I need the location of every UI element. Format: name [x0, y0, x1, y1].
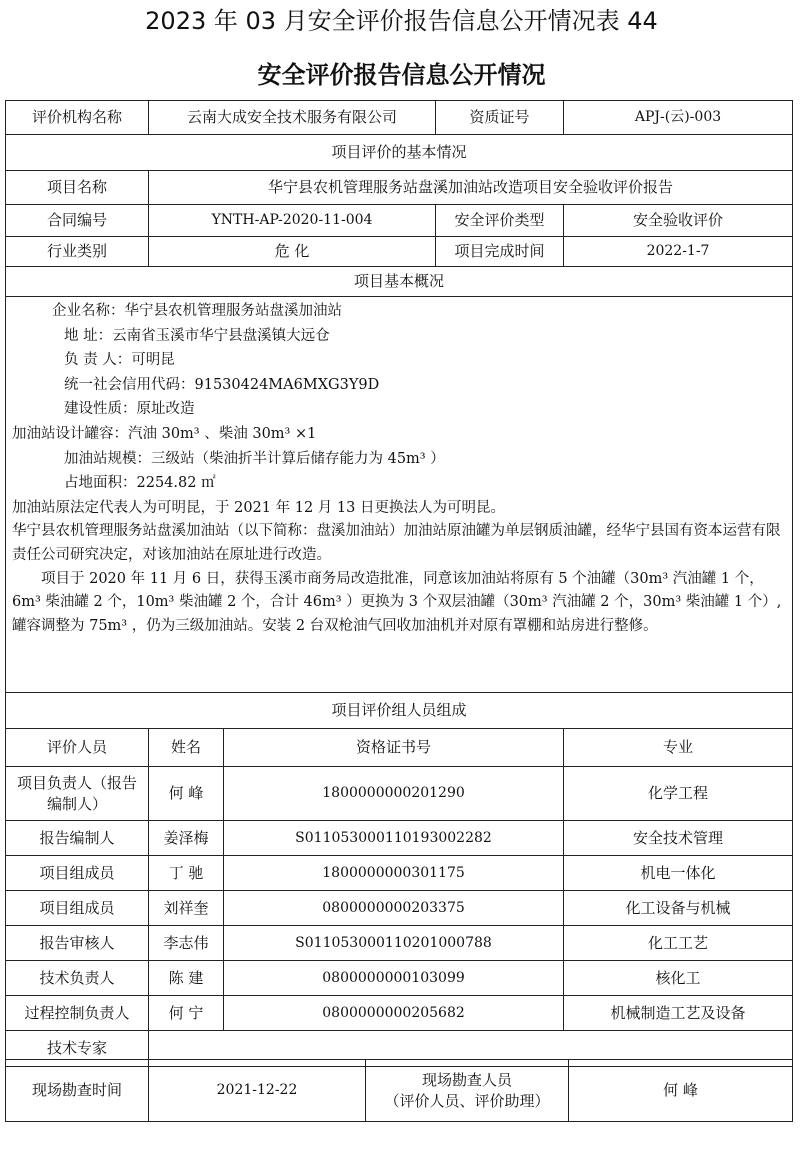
- survey-staff-value: 何 峰: [569, 1060, 793, 1122]
- cert-label: 资质证号: [436, 101, 564, 135]
- survey-staff-label: [366, 1060, 569, 1122]
- team-cert: 1800000000301175: [224, 856, 564, 891]
- table-row: [6, 821, 793, 856]
- contract-label: 合同编号: [6, 205, 149, 237]
- survey-row: [6, 1060, 793, 1122]
- industry-value: 危 化: [149, 237, 436, 267]
- team-role: 过程控制负责人: [6, 996, 149, 1031]
- table-row: [6, 856, 793, 891]
- type-label: 安全评价类型: [436, 205, 564, 237]
- overview-paragraph: 项目于 2020 年 11 月 6 日，获得玉溪市商务局改造批准，同意该加油站将原有 5 个油罐（30m³ 汽油罐 1 个，6m³ 柴油罐 2 个，10m³ 柴油罐 2 个，合计 46m³ ）更换为 3 个双层油罐（30m³ 汽油罐 2 个，30m³ 柴油罐 1 个）,罐容调整为 75m³ ，仍为三级加油站。安装 2 台双枪油气回收加油机并对原有罩棚和站房进行整修。: [12, 570, 782, 634]
- project-name: 华宁县农机管理服务站盘溪加油站改造项目安全验收评价报告: [149, 171, 793, 205]
- org-label: 评价机构名称: [6, 101, 149, 135]
- basic-section-title: 项目评价的基本情况: [6, 135, 793, 171]
- team-major: 机械制造工艺及设备: [564, 996, 793, 1031]
- team-name: 刘祥奎: [149, 891, 224, 926]
- team-role: 项目组成员: [6, 856, 149, 891]
- type-value: 安全验收评价: [564, 205, 793, 237]
- overview-line: 企业名称：华宁县农机管理服务站盘溪加油站: [52, 303, 342, 319]
- team-major: 化学工程: [564, 767, 793, 821]
- team-cert: 1800000000201290: [224, 767, 564, 821]
- overview-paragraph: 华宁县农机管理服务站盘溪加油站（以下简称：盘溪加油站）加油站原油罐为单层钢质油罐，经华宁县国有资本运营有限责任公司研究决定，对该加油站在原址进行改造。: [12, 523, 781, 563]
- team-role: 项目负责人（报告编制人）: [6, 767, 149, 821]
- team-role: 项目组成员: [6, 891, 149, 926]
- team-cert: S011053000110201000788: [224, 926, 564, 961]
- team-role: 技术负责人: [6, 961, 149, 996]
- team-name: 丁 驰: [149, 856, 224, 891]
- overview-line: 统一社会信用代码：91530424MA6MXG3Y9D: [64, 376, 380, 393]
- cert-no: APJ-(云)-003: [564, 101, 793, 135]
- org-name: 云南大成安全技术服务有限公司: [149, 101, 436, 135]
- overview-line: 地 址：云南省玉溪市华宁县盘溪镇大远仓: [64, 327, 330, 344]
- industry-row: [6, 237, 793, 267]
- disclosure-table: [5, 100, 793, 1067]
- industry-label: 行业类别: [6, 237, 149, 267]
- team-cert: 0800000000205682: [224, 996, 564, 1031]
- team-major: 化工工艺: [564, 926, 793, 961]
- team-role: 报告审核人: [6, 926, 149, 961]
- team-major: 核化工: [564, 961, 793, 996]
- team-major: 安全技术管理: [564, 821, 793, 856]
- team-section-title: 项目评价组人员组成: [6, 693, 793, 729]
- project-name-row: [6, 171, 793, 205]
- team-header-major: 专业: [564, 729, 793, 767]
- overview-row: [6, 297, 793, 693]
- overview-line: 加油站原法定代表人为可明昆，于 2021 年 12 月 13 日更换法人为可明昆。: [12, 499, 505, 516]
- overview-line: 加油站设计罐容：汽油 30m³ 、柴油 30m³ ×1: [12, 425, 317, 442]
- team-name: 陈 建: [149, 961, 224, 996]
- table-row: [6, 767, 793, 821]
- team-header-name: 姓名: [149, 729, 224, 767]
- table-row: [6, 961, 793, 996]
- team-cert: S011053000110193002282: [224, 821, 564, 856]
- team-header-row: [6, 729, 793, 767]
- document-title: 2023 年 03 月安全评价报告信息公开情况表 44: [145, 7, 658, 35]
- table-row: [6, 996, 793, 1031]
- team-major: 化工设备与机械: [564, 891, 793, 926]
- table-row: [6, 891, 793, 926]
- project-name-label: 项目名称: [6, 171, 149, 205]
- org-row: [6, 101, 793, 135]
- survey-time-value: 2021-12-22: [149, 1060, 366, 1122]
- team-header-cert: 资格证书号: [224, 729, 564, 767]
- table-row: [6, 926, 793, 961]
- overview-line: 建设性质：原址改造: [64, 401, 195, 418]
- contract-no: YNTH-AP-2020-11-004: [149, 205, 436, 237]
- team-name: 何 峰: [149, 767, 224, 821]
- overview-line: 占地面积：2254.82 ㎡: [64, 475, 216, 492]
- team-cert: 0800000000203375: [224, 891, 564, 926]
- team-name: 何 宁: [149, 996, 224, 1031]
- main-title: 安全评价报告信息公开情况: [257, 61, 546, 89]
- team-major: 机电一体化: [564, 856, 793, 891]
- finish-value: 2022-1-7: [564, 237, 793, 267]
- team-role: 报告编制人: [6, 821, 149, 856]
- survey-staff-label-line2: （评价人员、评价助理）: [384, 1091, 550, 1110]
- overview-body: [6, 297, 793, 693]
- overview-line: 加油站规模：三级站（柴油折半计算后储存能力为 45m³ ）: [64, 450, 445, 467]
- contract-row: [6, 205, 793, 237]
- overview-section-title: 项目基本概况: [6, 267, 793, 297]
- team-cert: 0800000000103099: [224, 961, 564, 996]
- expert-label: 技术专家: [6, 1031, 149, 1067]
- team-name: 姜泽梅: [149, 821, 224, 856]
- survey-time-label: 现场勘查时间: [6, 1060, 149, 1122]
- finish-label: 项目完成时间: [436, 237, 564, 267]
- overview-line: 负 责 人：可明昆: [64, 352, 175, 369]
- survey-table: [5, 1059, 793, 1122]
- team-header-role: 评价人员: [6, 729, 149, 767]
- team-name: 李志伟: [149, 926, 224, 961]
- survey-staff-label-line1: 现场勘查人员: [421, 1070, 512, 1089]
